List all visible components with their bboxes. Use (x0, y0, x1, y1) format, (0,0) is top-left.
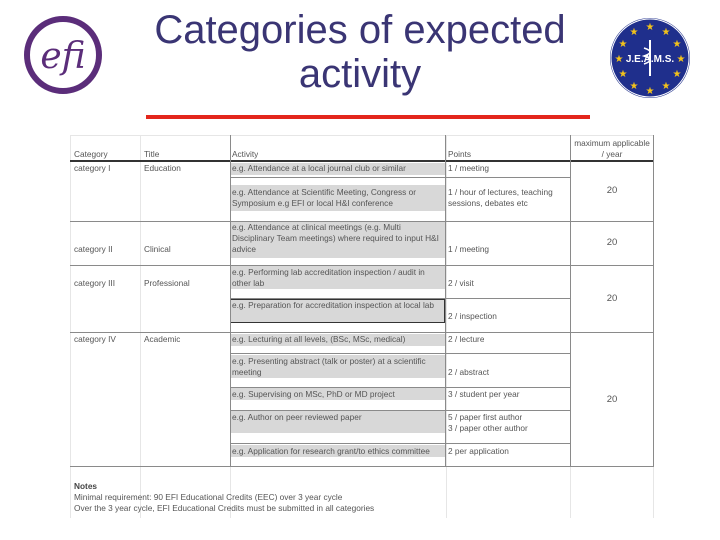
svg-text:★: ★ (672, 39, 682, 50)
title-underline (146, 115, 590, 119)
notes-heading: Notes (74, 481, 98, 491)
svg-text:★: ★ (676, 54, 686, 65)
row-activity: e.g. Author on peer reviewed paper (232, 412, 362, 422)
row-activity: e.g. Presenting abstract (talk or poster) at a scientific meeting (232, 356, 426, 377)
row-category: category IV (74, 334, 116, 344)
row-points: 3 / student per year (448, 389, 520, 399)
row-max: 20 (606, 185, 618, 196)
svg-text:★: ★ (629, 81, 639, 92)
row-activity: e.g. Attendance at a local journal club or similar (232, 163, 406, 173)
activity-table (70, 135, 654, 518)
col-header-category: Category (74, 149, 108, 159)
row-title: Clinical (144, 244, 171, 254)
col-header-activity: Activity (232, 149, 259, 159)
svg-text:★: ★ (618, 69, 628, 80)
svg-text:★: ★ (618, 39, 628, 50)
efi-logo-text: efi (40, 36, 86, 77)
svg-text:★: ★ (661, 81, 671, 92)
row-title: Professional (144, 278, 190, 288)
jeams-logo (608, 16, 692, 100)
row-points: 2 / visit (448, 278, 474, 288)
svg-text:★: ★ (645, 86, 655, 97)
svg-text:★: ★ (629, 27, 639, 38)
row-points: 1 / meeting (448, 163, 490, 173)
row-max: 20 (606, 293, 618, 304)
row-activity: e.g. Supervising on MSc, PhD or MD project (232, 389, 395, 399)
row-activity: e.g. Attendance at clinical meetings (e.g. Multi Disciplinary Team meetings) where required to input H&I advice (232, 222, 439, 254)
row-category: category I (74, 163, 111, 173)
row-category: category II (74, 244, 113, 254)
svg-text:★: ★ (645, 22, 655, 33)
row-category: category III (74, 278, 116, 288)
row-points: 2 / inspection (448, 311, 497, 321)
row-activity: e.g. Application for research grant/to ethics committee (232, 446, 430, 456)
row-title: Academic (144, 334, 181, 344)
row-activity: e.g. Lecturing at all levels, (BSc, MSc, medical) (232, 334, 406, 344)
page-title (110, 8, 610, 96)
row-points-line-2: 3 / paper other author (448, 423, 528, 433)
row-max: 20 (606, 237, 618, 248)
max-header-line-2: / year (601, 149, 623, 159)
row-title: Education (144, 163, 181, 173)
col-header-title: Title (144, 149, 160, 159)
row-activity: e.g. Performing lab accreditation inspection / audit in other lab (232, 267, 425, 288)
row-max: 20 (606, 394, 618, 405)
svg-text:★: ★ (614, 54, 624, 65)
row-activity: e.g. Preparation for accreditation inspection at local lab (232, 300, 435, 310)
row-points: 2 per application (448, 446, 509, 456)
row-points: 1 / meeting (448, 244, 490, 254)
jeams-logo-text: J.E.A.M.S. (625, 54, 675, 65)
note-1: Minimal requirement: 90 EFI Educational Credits (EEC) over 3 year cycle (74, 492, 343, 502)
row-points-line-1: 5 / paper first author (448, 412, 523, 422)
svg-text:★: ★ (661, 27, 671, 38)
max-header-line-1: maximum applicable (574, 138, 650, 148)
row-points: 1 / hour of lectures, teaching sessions, debates etc (448, 187, 553, 208)
title-line-2: activity (298, 52, 422, 96)
svg-text:★: ★ (672, 69, 682, 80)
col-header-points: Points (448, 149, 472, 159)
efi-logo (22, 14, 104, 96)
row-points: 2 / lecture (448, 334, 485, 344)
note-2: Over the 3 year cycle, EFI Educational Credits must be submitted in all categories (74, 503, 375, 513)
title-line-1: Categories of expected (154, 8, 566, 52)
row-activity: e.g. Attendance at Scientific Meeting, Congress or Symposium e.g EFI or local H&I conference (232, 187, 417, 208)
row-points: 2 / abstract (448, 367, 490, 377)
